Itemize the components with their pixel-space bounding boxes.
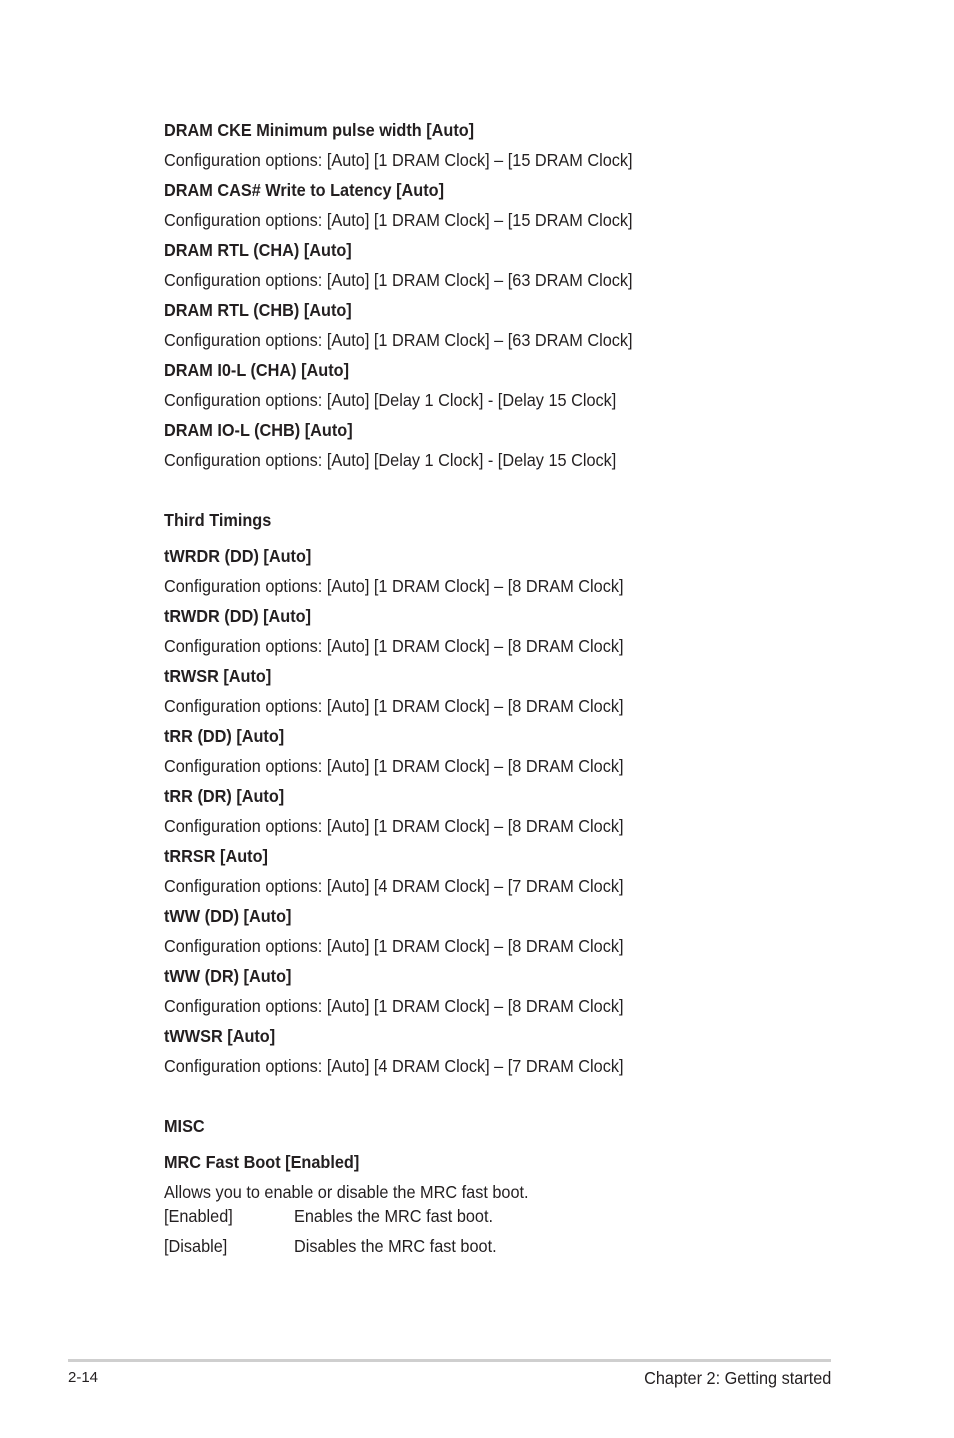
setting-title: tWRDR (DD) [Auto]: [164, 546, 312, 566]
option-row: [164, 1204, 864, 1228]
setting-options: Configuration options: [Auto] [1 DRAM Clock] – [63 DRAM Clock]: [164, 270, 633, 290]
option-row: [164, 1234, 864, 1258]
setting-title: tRWDR (DD) [Auto]: [164, 606, 312, 626]
setting-title: tRR (DD) [Auto]: [164, 726, 285, 746]
chapter-title: Chapter 2: Getting started: [643, 1368, 831, 1388]
setting-options: Configuration options: [Auto] [1 DRAM Clock] – [8 DRAM Clock]: [164, 996, 624, 1016]
option-key: [Enabled]: [164, 1206, 233, 1226]
setting-title: DRAM RTL (CHB) [Auto]: [164, 300, 352, 320]
setting-title: tRR (DR) [Auto]: [164, 786, 285, 806]
setting-title: DRAM RTL (CHA) [Auto]: [164, 240, 352, 260]
setting-options: Configuration options: [Auto] [1 DRAM Clock] – [15 DRAM Clock]: [164, 150, 633, 170]
option-value: Enables the MRC fast boot.: [294, 1206, 494, 1226]
option-value: Disables the MRC fast boot.: [294, 1236, 497, 1256]
setting-title: tWW (DR) [Auto]: [164, 966, 292, 986]
setting-description: Allows you to enable or disable the MRC fast boot.: [164, 1182, 529, 1202]
setting-options: Configuration options: [Auto] [Delay 1 Clock] - [Delay 15 Clock]: [164, 450, 617, 470]
setting-title: tWW (DD) [Auto]: [164, 906, 292, 926]
section-heading: Third Timings: [164, 510, 272, 530]
setting-title: DRAM CAS# Write to Latency [Auto]: [164, 180, 445, 200]
setting-options: Configuration options: [Auto] [1 DRAM Clock] – [63 DRAM Clock]: [164, 330, 633, 350]
setting-title: DRAM IO-L (CHB) [Auto]: [164, 420, 353, 440]
setting-options: Configuration options: [Auto] [4 DRAM Clock] – [7 DRAM Clock]: [164, 1056, 624, 1076]
setting-title: tRRSR [Auto]: [164, 846, 268, 866]
setting-title: MRC Fast Boot [Enabled]: [164, 1152, 360, 1172]
setting-options: Configuration options: [Auto] [1 DRAM Clock] – [8 DRAM Clock]: [164, 816, 624, 836]
setting-title: tRWSR [Auto]: [164, 666, 272, 686]
setting-options: Configuration options: [Auto] [1 DRAM Clock] – [8 DRAM Clock]: [164, 756, 624, 776]
setting-title: tWWSR [Auto]: [164, 1026, 276, 1046]
setting-title: DRAM CKE Minimum pulse width [Auto]: [164, 120, 475, 140]
setting-options: Configuration options: [Auto] [1 DRAM Clock] – [8 DRAM Clock]: [164, 576, 624, 596]
footer-divider: [68, 1359, 831, 1362]
page-number: 2-14: [68, 1369, 99, 1386]
page-content: [164, 118, 864, 1264]
misc-section: [164, 1114, 864, 1258]
option-key: [Disable]: [164, 1236, 228, 1256]
setting-options: Configuration options: [Auto] [1 DRAM Clock] – [8 DRAM Clock]: [164, 696, 624, 716]
setting-options: Configuration options: [Auto] [1 DRAM Clock] – [8 DRAM Clock]: [164, 936, 624, 956]
setting-options: Configuration options: [Auto] [1 DRAM Clock] – [8 DRAM Clock]: [164, 636, 624, 656]
setting-options: Configuration options: [Auto] [Delay 1 Clock] - [Delay 15 Clock]: [164, 390, 617, 410]
setting-options: Configuration options: [Auto] [1 DRAM Clock] – [15 DRAM Clock]: [164, 210, 633, 230]
section-heading: MISC: [164, 1116, 205, 1136]
setting-title: DRAM I0-L (CHA) [Auto]: [164, 360, 350, 380]
setting-options: Configuration options: [Auto] [4 DRAM Clock] – [7 DRAM Clock]: [164, 876, 624, 896]
third-timings-section: [164, 508, 864, 1078]
dram-settings-group: [164, 118, 864, 472]
